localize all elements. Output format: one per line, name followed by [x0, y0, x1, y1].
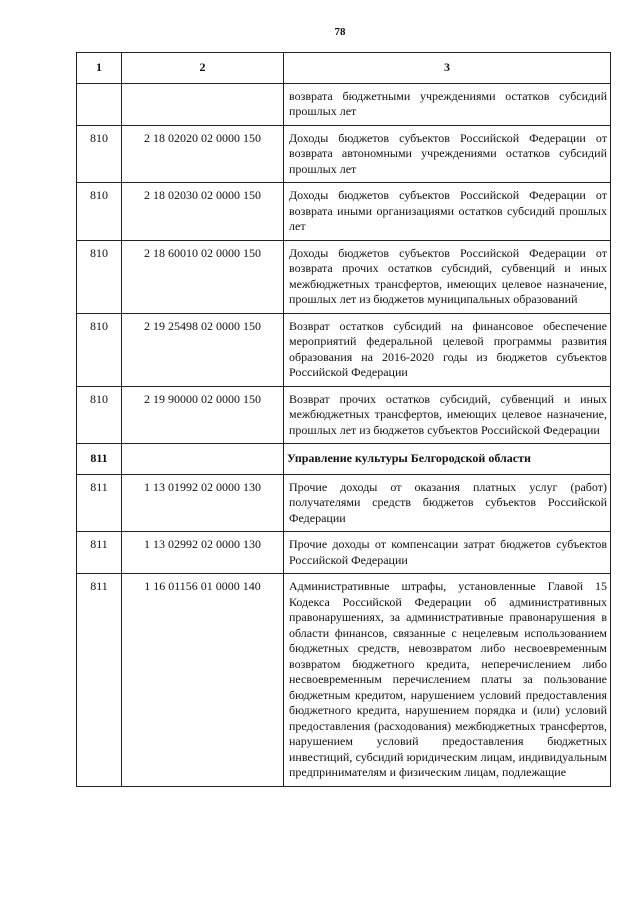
table-row: [77, 183, 611, 241]
revenue-description-cell: Возврат остатков субсидий на финансовое обеспечение мероприятий федеральной целевой программы развития образования на 2016-2020 годы из бюджетов субъектов Российской Федерации: [284, 313, 611, 386]
revenue-description-cell: Доходы бюджетов субъектов Российской Федерации от возврата прочих остатков субсидий, субвенций и иных межбюджетных трансфертов, имеющих целевое назначение, прошлых лет из бюджетов муниципальных образований: [284, 240, 611, 313]
column-header-1: 1: [77, 53, 122, 84]
revenue-code-cell: [122, 83, 284, 125]
revenue-description-cell: Административные штрафы, установленные Главой 15 Кодекса Российской Федерации об административных правонарушениях, за административные правонарушения в области финансов, связанные с нецелевым использованием бюджетных средств, невозвратом либо несвоевременным возвратом бюджетного кредита, неперечислением либо несвоевременным перечислением платы за пользование бюджетным кредитом, нарушением условий предоставления бюджетного кредита, нарушением порядка и (или) условий предоставления (расходования) межбюджетных трансфертов, нарушением условий предоставления бюджетных инвестиций, субсидий юридическим лицам, индивидуальным предпринимателям и физическим лицам, подлежащие: [284, 574, 611, 787]
table-row: [77, 532, 611, 574]
revenue-code-cell: 2 18 02020 02 0000 150: [122, 125, 284, 183]
table-body: [77, 83, 611, 786]
revenue-code-cell: 1 16 01156 01 0000 140: [122, 574, 284, 787]
revenue-codes-table: [76, 52, 611, 787]
admin-code-cell: 811: [77, 532, 122, 574]
table-row: [77, 386, 611, 444]
revenue-code-cell: 1 13 01992 02 0000 130: [122, 474, 284, 532]
table-row: [77, 83, 611, 125]
table-header-row: [77, 53, 611, 84]
admin-code-cell: 810: [77, 313, 122, 386]
revenue-code-cell: 2 18 60010 02 0000 150: [122, 240, 284, 313]
section-row: [77, 444, 611, 475]
table-row: [77, 240, 611, 313]
admin-code-cell: 810: [77, 125, 122, 183]
admin-code-cell: 810: [77, 183, 122, 241]
revenue-description-cell: Управление культуры Белгородской области: [284, 444, 611, 475]
admin-code-cell: 811: [77, 474, 122, 532]
admin-code-cell: 810: [77, 240, 122, 313]
admin-code-cell: 811: [77, 574, 122, 787]
revenue-description-cell: Прочие доходы от компенсации затрат бюджетов субъектов Российской Федерации: [284, 532, 611, 574]
table-row: [77, 313, 611, 386]
revenue-description-cell: Доходы бюджетов субъектов Российской Федерации от возврата иными организациями остатков субсидий прошлых лет: [284, 183, 611, 241]
admin-code-cell: [77, 83, 122, 125]
revenue-code-cell: 2 18 02030 02 0000 150: [122, 183, 284, 241]
revenue-code-cell: [122, 444, 284, 475]
column-header-3: 3: [284, 53, 611, 84]
table-row: [77, 574, 611, 787]
revenue-code-cell: 1 13 02992 02 0000 130: [122, 532, 284, 574]
table-row: [77, 474, 611, 532]
column-header-2: 2: [122, 53, 284, 84]
page-number: 78: [334, 26, 346, 38]
revenue-description-cell: Прочие доходы от оказания платных услуг (работ) получателями средств бюджетов субъектов Российской Федерации: [284, 474, 611, 532]
revenue-description-cell: возврата бюджетными учреждениями остатков субсидий прошлых лет: [284, 83, 611, 125]
revenue-description-cell: Возврат прочих остатков субсидий, субвенций и иных межбюджетных трансфертов, имеющих целевое назначение, прошлых лет из бюджетов субъектов Российской Федерации: [284, 386, 611, 444]
revenue-code-cell: 2 19 90000 02 0000 150: [122, 386, 284, 444]
revenue-code-cell: 2 19 25498 02 0000 150: [122, 313, 284, 386]
revenue-description-cell: Доходы бюджетов субъектов Российской Федерации от возврата автономными учреждениями остатков субсидий прошлых лет: [284, 125, 611, 183]
admin-code-cell: 811: [77, 444, 122, 475]
table-row: [77, 125, 611, 183]
admin-code-cell: 810: [77, 386, 122, 444]
